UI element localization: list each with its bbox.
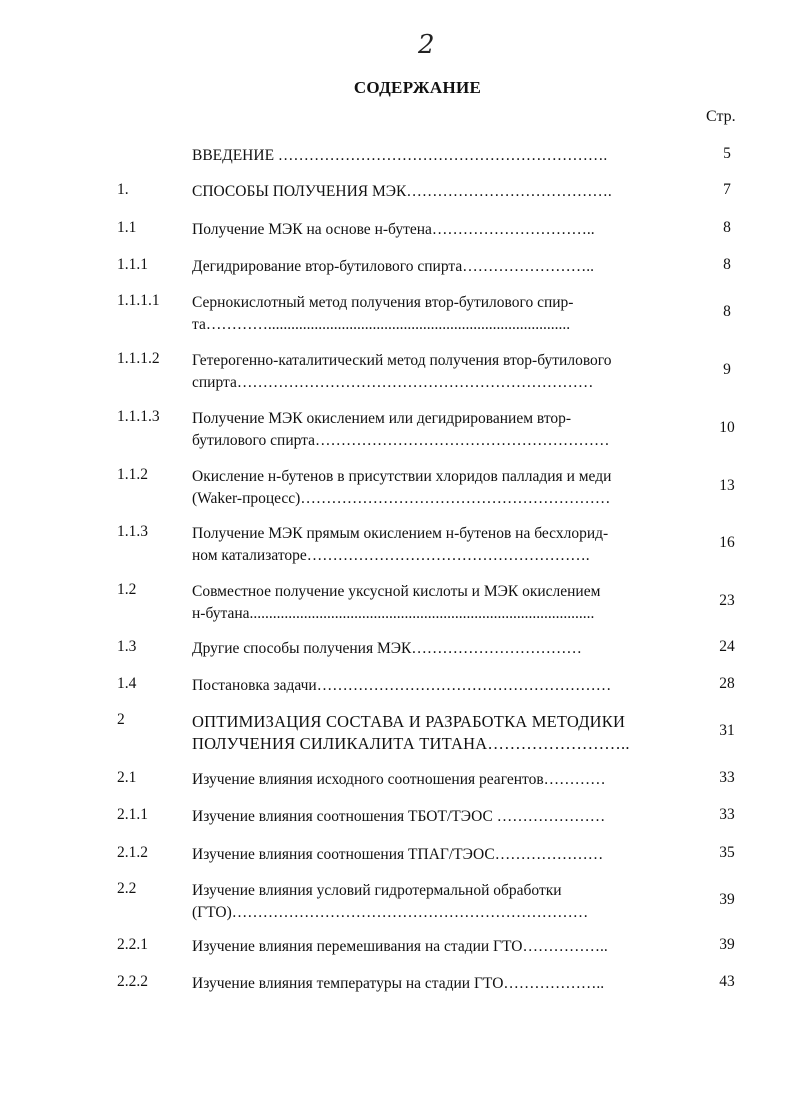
toc-entry-title: Другие способы получения МЭК……………………………: [192, 640, 582, 657]
page-title: СОДЕРЖАНИЕ: [353, 78, 482, 97]
toc-entry-title-line2: ПОЛУЧЕНИЯ СИЛИКАЛИТА ТИТАНА……………………..: [192, 734, 630, 753]
toc-entry-title: [192, 466, 699, 510]
toc-entry-title: Изучение влияния исходного соотношения реагентов…………: [192, 771, 606, 788]
toc-entry-title: Дегидрирование втор-бутилового спирта……………………..: [192, 258, 594, 275]
toc-entry-page: 31: [719, 722, 735, 739]
toc-entry-title-line1: Получение МЭК прямым окислением н-бутенов на бесхлорид-: [192, 525, 609, 542]
toc-entry-title: ВВЕДЕНИЕ ……………………………………………………….: [192, 147, 608, 164]
toc-entry-title: Получение МЭК на основе н-бутена…………………………..: [192, 221, 595, 238]
toc-entry-number: 2.2.2: [117, 973, 148, 990]
toc-entry-page: 16: [719, 534, 735, 551]
toc-entry-number: 1.3: [117, 638, 137, 655]
toc-entry-number: 2.1: [117, 769, 137, 786]
toc-entry-title: [192, 880, 699, 924]
toc-entry-page: 39: [719, 936, 735, 953]
toc-entry-number: 2: [117, 711, 125, 728]
toc-entry-page: 8: [723, 219, 731, 236]
toc-entry-title: Изучение влияния температуры на стадии ГТО………………..: [192, 975, 605, 992]
toc-entry-title: СПОСОБЫ ПОЛУЧЕНИЯ МЭК………………………………….: [192, 183, 612, 200]
toc-entry-number: 1.1.1.2: [117, 350, 160, 367]
toc-entry-title-line1: ОПТИМИЗАЦИЯ СОСТАВА И РАЗРАБОТКА МЕТОДИКИ: [192, 712, 626, 731]
toc-entry-number: 1.4: [117, 675, 137, 692]
toc-entry-number: 1.1.1.3: [117, 408, 160, 425]
toc-entry-title-line2: (ГТО)……………………………………………………………: [192, 904, 589, 921]
toc-entry-page: 33: [719, 806, 735, 823]
toc-entry-page: 5: [723, 145, 731, 162]
toc-entry-title-line2: та…………..............................................................................: [192, 316, 571, 333]
toc-entry-title: [192, 581, 699, 625]
page-column-header: Стр.: [706, 108, 736, 125]
toc-entry-number: 2.1.1: [117, 806, 148, 823]
toc-entry-title: [192, 350, 699, 394]
toc-entry-page: 9: [723, 361, 731, 378]
toc-entry-page: 8: [723, 256, 731, 273]
toc-entry-number: 1.1.1.1: [117, 292, 160, 309]
toc-entry-title: Постановка задачи…………………………………………………: [192, 677, 612, 694]
toc-entry-number: 2.1.2: [117, 844, 148, 861]
toc-entry-page: 28: [719, 675, 735, 692]
toc-entry-number: 1.1: [117, 219, 137, 236]
toc-entry-title: [192, 711, 699, 755]
toc-entry-number: 1.: [117, 181, 129, 198]
toc-entry-page: 35: [719, 844, 735, 861]
toc-entry-title-line1: Сернокислотный метод получения втор-бутилового спир-: [192, 294, 574, 311]
toc-entry-title: [192, 408, 699, 452]
toc-entry-page: 8: [723, 303, 731, 320]
toc-entry-title-line1: Изучение влияния условий гидротермальной обработки: [192, 882, 562, 899]
toc-entry-page: 43: [719, 973, 735, 990]
toc-entry-title-line2: спирта……………………………………………………………: [192, 374, 594, 391]
toc-entry-number: 1.1.3: [117, 523, 148, 540]
toc-entry-number: 2.2.1: [117, 936, 148, 953]
toc-entry-title-line2: (Waker-процесс)……………………………………………………: [192, 490, 611, 507]
toc-entry-title: Изучение влияния перемешивания на стадии ГТО……………..: [192, 938, 608, 955]
toc-entry-page: 13: [719, 477, 735, 494]
toc-entry-title: [192, 292, 699, 336]
toc-entry-title: [192, 523, 699, 567]
toc-entry-number: 1.1.1: [117, 256, 148, 273]
toc-entry-title-line1: Получение МЭК окислением или дегидрированием втор-: [192, 410, 572, 427]
toc-entry-page: 10: [719, 419, 735, 436]
toc-entry-page: 33: [719, 769, 735, 786]
toc-entry-title-line1: Окисление н-бутенов в присутствии хлоридов палладия и меди: [192, 468, 612, 485]
handwritten-page-number: 2: [418, 30, 435, 60]
toc-entry-page: 23: [719, 592, 735, 609]
toc-entry-title-line1: Гетерогенно-каталитический метод получения втор-бутилового: [192, 352, 612, 369]
toc-entry-number: 2.2: [117, 880, 137, 897]
toc-entry-title-line2: н-бутана.........................................................................................: [192, 605, 595, 622]
toc-entry-number: 1.2: [117, 581, 137, 598]
toc-entry-number: 1.1.2: [117, 466, 148, 483]
toc-entry-page: 7: [723, 181, 731, 198]
toc-entry-title-line2: ном катализаторе……………………………………………….: [192, 547, 590, 564]
toc-entry-title: Изучение влияния соотношения ТПАГ/ТЭОС…………………: [192, 846, 604, 863]
toc-entry-title: Изучение влияния соотношения ТБОТ/ТЭОС …………………: [192, 808, 606, 825]
toc-entry-page: 39: [719, 891, 735, 908]
toc-entry-title-line2: бутилового спирта…………………………………………………: [192, 432, 610, 449]
toc-entry-page: 24: [719, 638, 735, 655]
toc-entry-title-line1: Совместное получение уксусной кислоты и МЭК окислением: [192, 583, 601, 600]
